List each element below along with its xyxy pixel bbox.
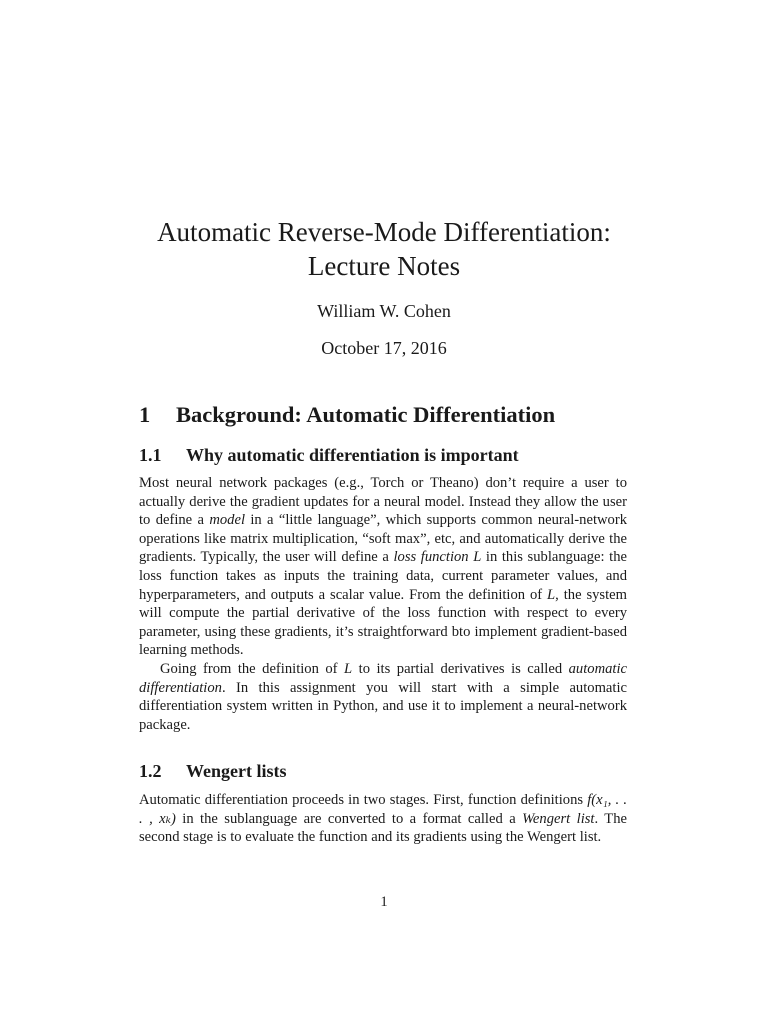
section-title: Background: Automatic Differentiation bbox=[176, 402, 556, 427]
subsection-heading-1-1 bbox=[139, 445, 519, 466]
emphasis-term: loss function L bbox=[393, 549, 482, 566]
subsection-number: 1.1 bbox=[139, 445, 162, 465]
emphasis-term: automatic differentiation bbox=[139, 661, 627, 696]
page-number: 1 bbox=[380, 894, 388, 910]
emphasis-term: model bbox=[209, 512, 246, 529]
paragraph-text: to its partial derivatives is called bbox=[352, 661, 569, 677]
paragraph-text: . The second stage is to evaluate the function and its gradients using the Wengert list. bbox=[139, 810, 627, 846]
subsection-title: Wengert lists bbox=[186, 761, 287, 781]
subsection-title: Why automatic differentiation is important bbox=[186, 445, 519, 465]
paragraph-text: Automatic differentiation proceeds in two stages. First, function definitions bbox=[139, 792, 588, 808]
subsection-heading-1-2 bbox=[139, 761, 287, 782]
paragraph-text: in a “little language”, which supports common neural-network operations like matrix multiplication, “soft max”, etc, and automatically derive the gradients. Typically, the user will define a bbox=[139, 512, 627, 566]
paragraph-2 bbox=[139, 660, 627, 734]
section-heading-1 bbox=[139, 402, 555, 428]
document-date: October 17, 2016 bbox=[321, 338, 447, 358]
paragraph-text: Most neural network packages (e.g., Torch or Theano) don’t require a user to actually derive the gradient updates for a neural model. Instead they allow the user to define a bbox=[139, 475, 627, 529]
title-line-2: Lecture Notes bbox=[307, 251, 461, 281]
paragraph-text: in the sublanguage are converted to a format called a bbox=[175, 810, 523, 827]
paragraph-text: Going from the definition of bbox=[160, 661, 345, 677]
paragraph-text: in this sublanguage: the loss function takes as inputs the training data, current parameter values, and hyperparameters, and outputs a scalar value. From the definition of bbox=[139, 549, 627, 603]
math-symbol: L bbox=[344, 661, 353, 677]
paragraph-text: , the system will compute the partial derivative of the loss function with respect to every parameter, using these gradients, it’s straightforward bto implement gradient-based learning methods. bbox=[139, 586, 627, 659]
paragraph-text: . In this assignment you will start with a simple automatic differentiation system written in Python, and use it to implement a neural-network package. bbox=[139, 679, 627, 733]
title-line-1: Automatic Reverse-Mode Differentiation: bbox=[157, 217, 611, 247]
paragraph-3 bbox=[139, 791, 627, 847]
paragraph-1 bbox=[139, 474, 627, 660]
author-name: William W. Cohen bbox=[317, 301, 451, 321]
math-symbol: L bbox=[547, 586, 556, 603]
section-number: 1 bbox=[139, 402, 151, 427]
emphasis-term: Wengert list bbox=[522, 810, 595, 827]
math-expression: f(x₁, . . . , xₖ) bbox=[139, 792, 627, 827]
document-title bbox=[0, 215, 768, 283]
subsection-number: 1.2 bbox=[139, 761, 162, 781]
